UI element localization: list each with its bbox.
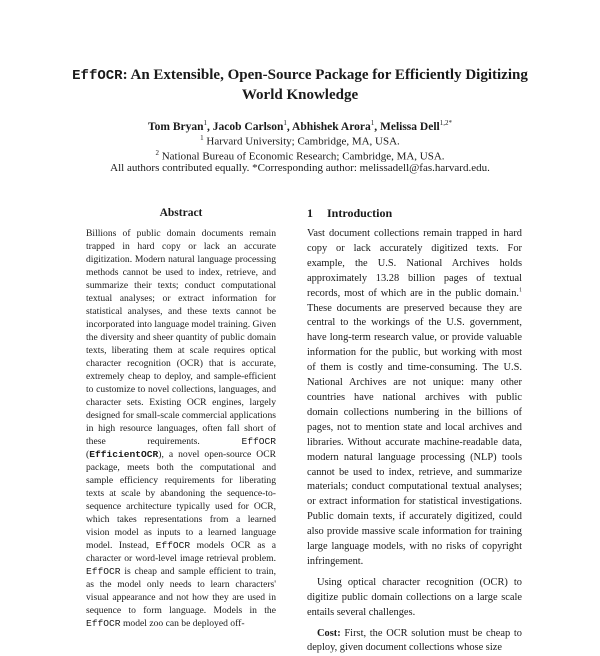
author-affiliation-mark: 1 [370,119,375,127]
section-title: Introduction [327,206,393,220]
abstract-body [86,227,276,630]
abstract-mono-1: EffOCR [241,436,276,447]
section-number: 1 [307,206,313,220]
abstract-text-1: Billions of public domain documents remain trapped in hard copy or lack an accurate digitization. Modern natural language processing methods cannot be used to index, retrieve, and summarize their texts; conduct computational textual analyses; or extract information for statistical analyses, and these texts cannot be incorporated into language model training. Given the diversity and sheer quantity of public domain texts, liberating them at scale requires optical character recognition (OCR) that is accurate, extremely cheap to deploy, and sample-efficient to customize to novel collections, languages, and character sets. Existing OCR engines, largely designed for small-scale commercial applications in high resource languages, often fall short of these requirements. [86,228,276,447]
author-name: Jacob Carlson [212,120,284,133]
paper-title [60,66,540,105]
intro-text-1b: These documents are preserved because they are central to the workings of the U.S. government, have long-term research value, or provide valuable information for the public, but working with most of them is costly and time-consuming. The U.S. National Archives are not unique: many other countries have national archives with public domain collections numbering in the billions of pages, not to mention state and local archives and libraries. Without accurate machine-readable data, modern natural language processing (NLP) tools cannot be used to index, retrieve, and summarize materials; conduct computational textual analyses; or extract information for statistical investigations. Public domain texts, if accurately digitized, could also provide massive scale information for training large language models, with no risks of copyright infringement. [307,302,522,567]
intro-text-1: Vast document collections remain trapped in hard copy or lack accurately digitized texts. For example, the U.S. National Archives holds approximately 13.28 billion pages of textual records, most of which are in the public domain. [307,228,522,299]
title-text: : An Extensible, Open-Source Package for Efficiently Digitizing World Knowledge [122,67,528,103]
intro-paragraph-2: Using optical character recognition (OCR) to digitize public domain collections on a large scale entails several challenges. [307,576,522,618]
intro-text-3: First, the OCR solution must be cheap to deploy, given document collections whose size [307,627,522,654]
author-name: Melissa Dell [379,120,440,133]
author-note: All authors contributed equally. *Corresponding author: melissadell@fas.harvard.edu. [110,162,490,174]
affiliation-1-mark: 1 [200,134,204,142]
abstract-text-3: ), a novel open-source OCR package, meets both the computational and sample efficiency requirements for liberating texts at scale by abandoning the sequence-to-sequence architecture typically used for OCR, which takes representations from a learned vision model as inputs to a learned language model. Instead, [86,449,276,551]
abstract-heading: Abstract [159,207,203,219]
abstract-mono-3: EffOCR [155,540,191,551]
cost-label: Cost: [317,627,341,639]
author-name: Abhishek Arora [292,120,371,133]
intro-paragraph-1 [307,227,522,570]
title-package-name: EffOCR [72,68,123,84]
author-affiliation-mark: 1 [283,119,287,127]
abstract-text-2: ( [86,449,90,460]
author-list: Tom Bryan$^1$, Jacob Carlson$^1$, Abhishek Arora$^1$, Melissa Dell$^{1,2*}$ [148,119,452,133]
author-affiliation-mark: 1,2* [439,119,452,127]
intro-paragraph-3 [307,627,522,656]
abstract-mono-5: EffOCR [86,618,121,629]
introduction-heading [307,206,522,220]
footnote-mark: 1 [519,287,522,294]
abstract-text-6: model zoo can be deployed off- [122,618,245,629]
author-affiliation-mark: 1 [203,119,208,127]
abstract-mono-4: EffOCR [86,566,121,577]
abstract-text-4: models OCR as a character or word-level image retrieval problem. [86,540,276,564]
introduction-column [307,206,522,656]
abstract-text-5: is cheap and sample efficient to train, as the model only needs to learn characters' visual appearance and not how they are used in sequence to form language. Models in the [86,566,276,616]
affiliation-2-text: National Bureau of Economic Research; Cambridge, MA, USA. [161,150,445,163]
author-name: Tom Bryan [148,120,204,133]
affiliation-1-text: Harvard University; Cambridge, MA, USA. [206,135,400,148]
abstract-column [86,206,276,630]
abstract-mono-2: EfficientOCR [89,449,159,460]
affiliation-2-mark: 2 [155,149,159,157]
